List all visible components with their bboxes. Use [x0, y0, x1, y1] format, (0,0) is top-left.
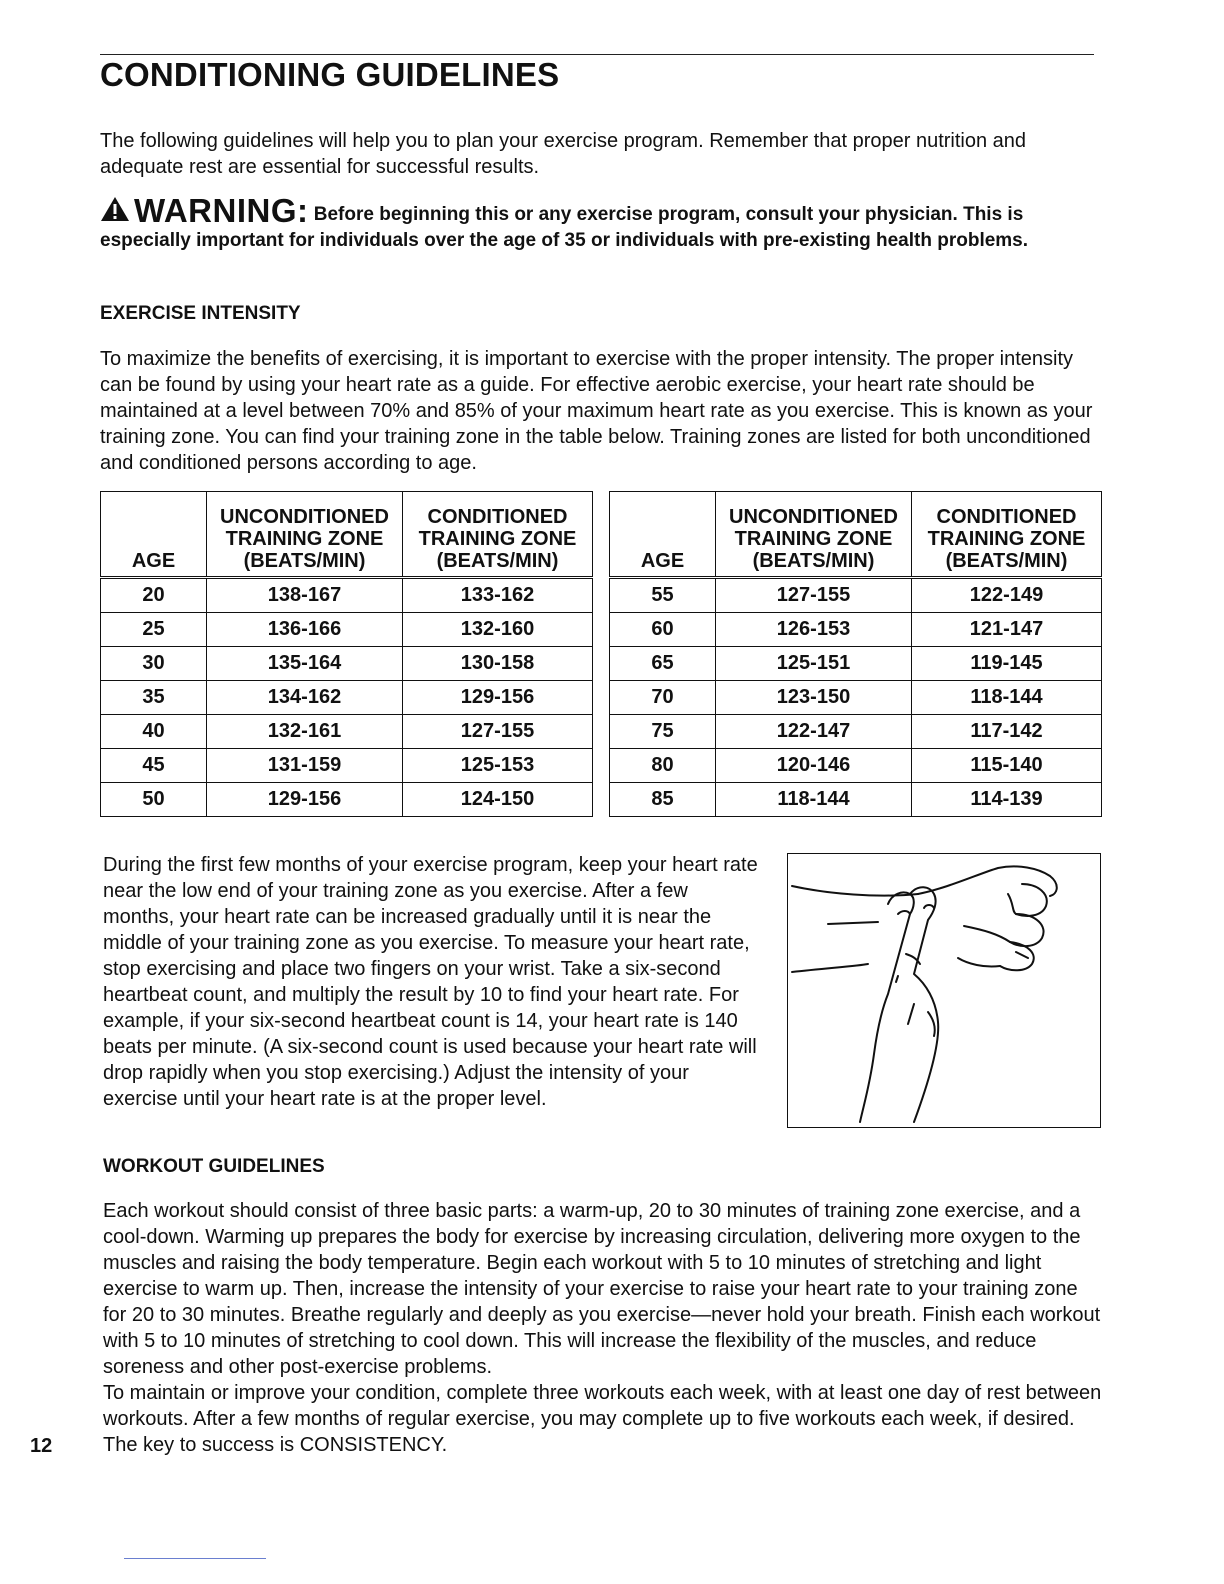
unconditioned-cell: 138-167: [207, 578, 403, 613]
table-row: [101, 715, 593, 749]
unconditioned-cell: 120-146: [716, 749, 912, 783]
unconditioned-header: UNCONDITIONED TRAINING ZONE (BEATS/MIN): [716, 492, 912, 578]
conditioned-cell: 118-144: [912, 681, 1102, 715]
table-row: [610, 715, 1102, 749]
warning-block: [100, 192, 1100, 254]
age-cell: 40: [101, 715, 207, 749]
unconditioned-cell: 135-164: [207, 647, 403, 681]
wrist-pulse-figure: [787, 853, 1101, 1128]
age-cell: 60: [610, 613, 716, 647]
exercise-intensity-heading: EXERCISE INTENSITY: [100, 303, 301, 324]
table-row: [610, 578, 1102, 613]
heart-rate-paragraph: During the first few months of your exercise program, keep your heart rate near the low end of your training zone as you exercise. After a few months, your heart rate can be increased gradually until it is near the middle of your training zone as you exercise. To measure your heart rate, stop exercising and place two fingers on your wrist. Take a six-second heartbeat count, and multiply the result by 10 to find your heart rate. For example, if your six-second heartbeat count is 14, your heart rate is 140 beats per minute. (A six-second count is used because your heart rate will drop rapidly when you stop exercising.) Adjust the intensity of your exercise until your heart rate is at the proper level.: [103, 854, 758, 1110]
workout-guidelines-heading: WORKOUT GUIDELINES: [103, 1156, 325, 1177]
conditioned-cell: 119-145: [912, 647, 1102, 681]
table-header-row: [610, 492, 1102, 578]
warning-triangle-icon: [100, 196, 130, 222]
unconditioned-cell: 134-162: [207, 681, 403, 715]
unconditioned-header: UNCONDITIONED TRAINING ZONE (BEATS/MIN): [207, 492, 403, 578]
age-cell: 75: [610, 715, 716, 749]
unconditioned-cell: 129-156: [207, 783, 403, 817]
age-cell: 25: [101, 613, 207, 647]
conditioned-cell: 132-160: [403, 613, 593, 647]
unconditioned-cell: 118-144: [716, 783, 912, 817]
age-header: AGE: [610, 492, 716, 578]
conditioned-header: CONDITIONED TRAINING ZONE (BEATS/MIN): [912, 492, 1102, 578]
conditioned-cell: 114-139: [912, 783, 1102, 817]
age-cell: 80: [610, 749, 716, 783]
intro-paragraph: The following guidelines will help you to plan your exercise program. Remember that proper nutrition and adequate rest are essential for successful results.: [100, 130, 1027, 178]
conditioned-header: CONDITIONED TRAINING ZONE (BEATS/MIN): [403, 492, 593, 578]
age-cell: 70: [610, 681, 716, 715]
table-header-row: [101, 492, 593, 578]
bottom-rule: [124, 1558, 266, 1559]
age-cell: 55: [610, 578, 716, 613]
unconditioned-cell: 127-155: [716, 578, 912, 613]
age-cell: 30: [101, 647, 207, 681]
exercise-intensity-paragraph: To maximize the benefits of exercising, it is important to exercise with the proper intensity. The proper intensity can be found by using your heart rate as a guide. For effective aerobic exercise, your heart rate should be maintained at a level between 70% and 85% of your maximum heart rate as you exercise. This is known as your training zone. You can find your training zone in the table below. Training zones are listed for both unconditioned and conditioned persons according to age.: [100, 348, 1093, 474]
page-number: 12: [30, 1435, 53, 1457]
conditioned-cell: 129-156: [403, 681, 593, 715]
age-cell: 20: [101, 578, 207, 613]
conditioned-cell: 122-149: [912, 578, 1102, 613]
page-title: CONDITIONING GUIDELINES: [100, 56, 560, 93]
table-row: [101, 681, 593, 715]
conditioned-cell: 117-142: [912, 715, 1102, 749]
conditioned-cell: 125-153: [403, 749, 593, 783]
table-row: [101, 783, 593, 817]
unconditioned-cell: 132-161: [207, 715, 403, 749]
table-row: [101, 578, 593, 613]
training-zone-table-right: [609, 491, 1102, 817]
conditioned-cell: 130-158: [403, 647, 593, 681]
unconditioned-cell: 122-147: [716, 715, 912, 749]
conditioned-cell: 121-147: [912, 613, 1102, 647]
top-rule: [100, 54, 1094, 55]
workout-paragraph-1: Each workout should consist of three basic parts: a warm-up, 20 to 30 minutes of training zone exercise, and a cool-down. Warming up prepares the body for exercise by increasing circulation, delivering more oxygen to the muscles and raising the body temperature. Begin each workout with 5 to 10 minutes of stretching and light exercise to warm up. Then, increase the intensity of your exercise to raise your heart rate to your training zone for 20 to 30 minutes. Breathe regularly and deeply as you exercise—never hold your breath. Finish each workout with 5 to 10 minutes of stretching to cool down. This will increase the flexibility of the muscles, and reduce soreness and other post-exercise problems.: [103, 1200, 1101, 1378]
age-cell: 35: [101, 681, 207, 715]
age-header: AGE: [101, 492, 207, 578]
table-row: [610, 749, 1102, 783]
warning-text: Before beginning this or any exercise program, consult your physician. This is especially important for individuals over the age of 35 or individuals with pre-existing health problems.: [100, 204, 1029, 251]
age-cell: 65: [610, 647, 716, 681]
table-row: [101, 647, 593, 681]
age-cell: 85: [610, 783, 716, 817]
age-cell: 50: [101, 783, 207, 817]
warning-label: WARNING:: [134, 192, 309, 229]
unconditioned-cell: 126-153: [716, 613, 912, 647]
conditioned-cell: 124-150: [403, 783, 593, 817]
table-row: [101, 613, 593, 647]
table-row: [101, 749, 593, 783]
table-row: [610, 647, 1102, 681]
age-cell: 45: [101, 749, 207, 783]
workout-paragraph-2: To maintain or improve your condition, complete three workouts each week, with at least one day of rest between workouts. After a few months of regular exercise, you may complete up to five workouts each week, if desired. The key to success is CONSISTENCY.: [103, 1382, 1102, 1456]
conditioned-cell: 127-155: [403, 715, 593, 749]
unconditioned-cell: 136-166: [207, 613, 403, 647]
unconditioned-cell: 131-159: [207, 749, 403, 783]
unconditioned-cell: 125-151: [716, 647, 912, 681]
conditioned-cell: 133-162: [403, 578, 593, 613]
workout-guidelines-text: [103, 1198, 1103, 1458]
conditioned-cell: 115-140: [912, 749, 1102, 783]
unconditioned-cell: 123-150: [716, 681, 912, 715]
wrist-pulse-illustration-icon: [788, 854, 1100, 1127]
table-row: [610, 783, 1102, 817]
table-row: [610, 613, 1102, 647]
training-zone-table-left: [100, 491, 593, 817]
table-row: [610, 681, 1102, 715]
